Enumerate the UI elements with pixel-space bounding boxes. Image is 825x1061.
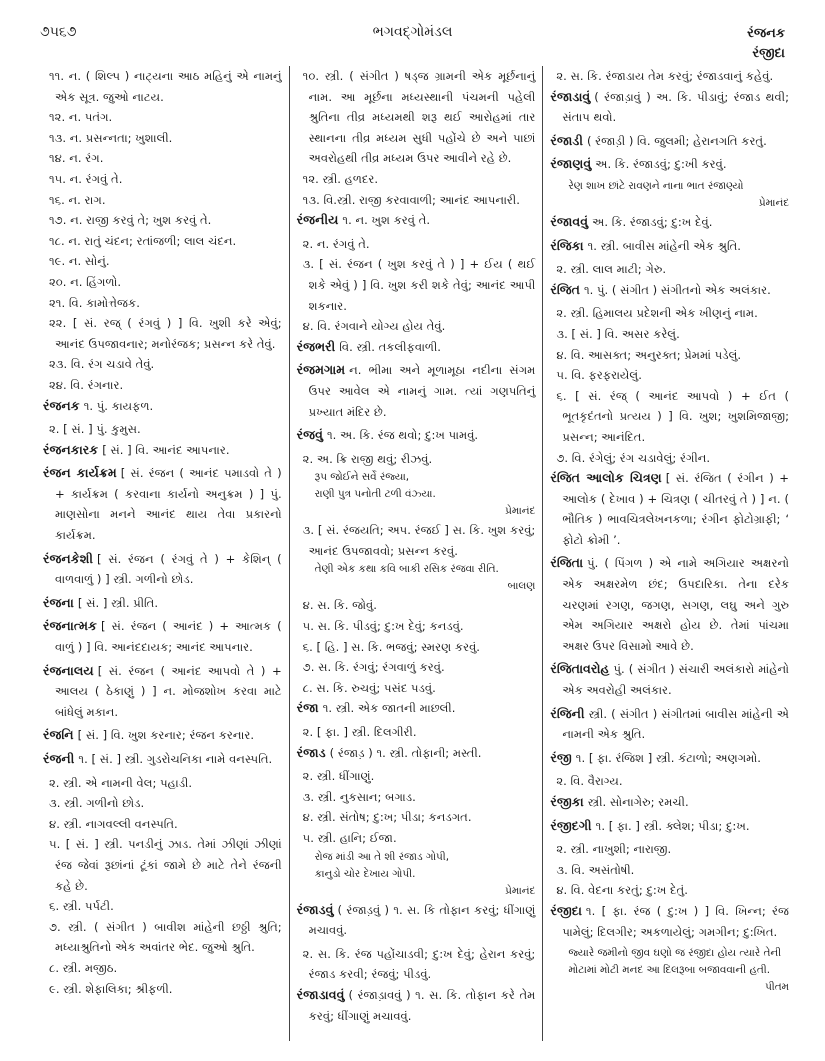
definition-text: ૬. સ્ત્રી. પર્પટી. <box>49 899 114 914</box>
page-number: ૭૫૬૭ <box>40 24 77 40</box>
sense-item <box>550 448 789 469</box>
definition-text: ૨૧. વિ. કામોત્તેજક. <box>49 295 140 310</box>
definition-text: પું. ( પિંગળ ) એ નામે અગિયાર અક્ષરનો એક અક્ષરમેળ છંદ; ઉપદારિકા. તેના દરેક ચરણમાં રગણ, જગણ, સગણ, લઘુ અને ગુરુ એમ અગિયાર અક્ષરો હોય છે. તેમાં પાંચમા અક્ષર ઉપર વિસામો આવે છે. <box>562 556 790 653</box>
dictionary-entry <box>43 661 282 723</box>
definition-text: ૨. સ્ત્રી. ધીંગાણું. <box>302 769 375 784</box>
headword: રંજી <box>550 749 572 765</box>
definition-text: [ સં. ] વિ. આનંદ આપનાર. <box>102 442 230 457</box>
sense-item <box>43 272 282 293</box>
dictionary-columns <box>36 66 796 1041</box>
sense-item <box>297 944 536 985</box>
sense-item <box>297 449 536 470</box>
dictionary-entry <box>43 440 282 461</box>
definition-text: ૨. સ્ત્રી. લાલ માટી; ગેરુ. <box>556 262 667 277</box>
definition-text: ૧૬. ન. રાગ. <box>49 192 106 207</box>
sense-item <box>550 345 789 366</box>
sense-item <box>550 386 789 448</box>
definition-text: ( રંજાડ઼ાવવું ) ૧. સ. કિ. તોફાન કરે તેમ કરવું; ધીંગાણું મચાવવું. <box>308 987 536 1023</box>
definition-text: ૩. સ્ત્રી. ગળીનો છોડ. <box>49 796 145 811</box>
sense-item <box>43 128 282 149</box>
sense-item <box>43 979 282 1000</box>
definition-text: ૭. વિ. રંગેલું; રંગ ચડાવેલું; રંગીન. <box>556 450 711 465</box>
definition-text: ૧૦. સ્ત્રી. ( સંગીત ) ષડ્જ ગ્રામની એક મૂર્છનાનું નામ. આ મૂર્છના મધ્યસ્થાની પંચમની પહેલી શ્રુતિના તીવ્ર મધ્યમથી શરૂ થઈ આરોહમાં તાર સ્થાનના તીવ્ર મધ્યમ સુધી પહોંચે છે અને પાછાં અવરોહથી તીવ્ર મધ્યમ ઉપર આવીને રહે છે. <box>302 69 536 166</box>
definition-text: અ. કિ. રંજાડવું; દુ:ખ દેવું. <box>592 214 713 229</box>
definition-text: ૩. સ્ત્રી. નુકસાન; બગાડ. <box>302 789 416 804</box>
sense-item <box>43 169 282 190</box>
dictionary-entry <box>550 748 789 769</box>
headword: રંજીદા <box>550 902 582 918</box>
definition-text: [ સં. રંજિત ( રંગીન ) + આલોક ( દેખાવ ) + ચિત્રણ ( ચીતરવું તે ) ] ન. ( ભૌતિક ) ભાવચિત્રલેખનકળા; રંગીન ફોટોગ્રાફી; ‘ ફોટો ક્રોમી ’. <box>562 471 790 547</box>
quotation-author: પ્રેમાનંદ <box>505 505 536 518</box>
definition-text: ૨. [ સં. ] પું. કુમુસ. <box>49 422 141 437</box>
quotation-author: બાલણ <box>507 580 536 593</box>
definition-text: [ સં. ] વિ. ખુશ કરનાર; રંજન કરનાર. <box>77 728 255 743</box>
definition-text: ૧. સ્ત્રી. બાવીસ માંહેની એક શ્રુતિ. <box>587 238 741 253</box>
sense-item <box>550 860 789 881</box>
quotation-line: રેણ શાખ છાંટે રાવણને નાના ભાત રંજાણ્યો <box>568 179 744 192</box>
definition-text: ૧૨. ન. પતંગ. <box>49 110 113 125</box>
dictionary-entry <box>297 360 536 422</box>
definition-text: વિ. સ્ત્રી. તકલીફવાળી. <box>339 339 441 354</box>
dictionary-entry <box>43 396 282 417</box>
sense-item <box>297 657 536 678</box>
quotation-line: જ્યારે જમીનો જીવ ઘણો જ રંજીદા હોય ત્યારે તેની મોટામાં મોટી મનદ આ દિલરૂબા બજાવવાની હતી. <box>568 947 782 977</box>
definition-text: ૨. વિ. વૈરાગ્ય. <box>556 774 623 789</box>
definition-text: ૪. સ. કિ. જોવું. <box>302 598 377 613</box>
quotation-author: પ્રેમાનંદ <box>505 884 536 897</box>
headword: રંજીદગી <box>550 817 592 833</box>
definition-text: ૩. [ સં. રંજન ( ખુશ કરવું તે ) ] + ઈય ( થઈ શકે એવું ) ] વિ. ખુશ કરી શકે તેવું; આનંદ આપી શકનાર. <box>302 257 536 313</box>
dictionary-entry <box>297 210 536 231</box>
sense-item <box>297 637 536 658</box>
dictionary-entry <box>43 725 282 746</box>
definition-text: ૩. [ સં. ] વિ. અસર કરેલું. <box>556 326 680 341</box>
definition-text: ૧. [ સં. ] સ્ત્રી. ગુડરોચનિકા નામે વનસ્પતિ. <box>78 752 273 766</box>
definition-text: ૧૭. ન. રાજી કરવું તે; ખુશ કરવું તે. <box>49 213 212 228</box>
guide-word-last: રંજીદા <box>752 46 785 61</box>
definition-text: ૨. ન. રંગવું તે. <box>302 236 370 251</box>
dictionary-entry <box>43 616 282 657</box>
sense-item <box>297 66 536 169</box>
definition-text: ન. ભીમા અને મૂળામૂઠા નદીના સંગમ ઉપર આવેલ એ નામનું ગામ. ત્યાં ગણપતિનું પ્રખ્યાત મંદિર છે. <box>308 363 536 419</box>
headword: રંજાડાવવું <box>296 986 345 1002</box>
dictionary-entry <box>297 425 536 446</box>
dictionary-entry <box>550 704 789 745</box>
dictionary-entry <box>43 549 282 590</box>
definition-text: [ સં. રંજન ( આનંદ ) + આત્મક ( વાળું ) ] વિ. આનંદદાયક; આનંદ આપનાર. <box>55 619 282 655</box>
sense-item <box>43 354 282 375</box>
definition-text: ૨. અ. ક્રિ રાજી થવું; રીઝવું. <box>302 451 433 466</box>
definition-text: ૨. સ્ત્રી. એ નામની વેલ; પહાડી. <box>49 775 193 790</box>
sense-item <box>43 419 282 440</box>
headword: રંજીકા <box>550 794 584 809</box>
definition-text: [ સં. ] સ્ત્રી. પ્રીતિ. <box>77 595 159 610</box>
sense-item <box>43 210 282 231</box>
quotation-line: રોજ માંડી આ તે શી રંજાડ ગોપી, <box>314 850 450 863</box>
quotation-author: પીતમ <box>765 981 790 994</box>
definition-text: ૨. સ. કિ. રંજાડાય તેમ કરવું; રંજાડવાનું કહેવું. <box>556 69 774 83</box>
sense-item <box>43 313 282 354</box>
definition-text: ૮. સ્ત્રી. મજીઠ. <box>49 960 118 975</box>
sense-item <box>297 787 536 808</box>
definition-text: ૪. સ્ત્રી. નાગવલ્લી વનસ્પતિ. <box>49 816 178 831</box>
sense-item <box>297 616 536 637</box>
definition-text: ૭. સ. કિ. રંગવું; રંગવાળું કરવું. <box>302 660 445 675</box>
dictionary-entry <box>550 154 789 175</box>
sense-item <box>43 834 282 896</box>
definition-text: ૨૦. ન. હિંગળો. <box>49 274 122 289</box>
definition-text: ( રંજાડ઼ાવું ) અ. કિ. પીડાવું; રંજાડ થવી; સંતાપ થવો. <box>562 89 790 125</box>
definition-text: સ્ત્રી. સોનાગેરુ; રમચી. <box>587 795 689 809</box>
headword: રંજાણવું <box>550 156 592 172</box>
headword: રંજિત <box>550 281 580 297</box>
dictionary-entry <box>550 280 789 301</box>
definition-text: અ. કિ. રંજાડવું; દુ:ખી કરવું. <box>595 157 727 172</box>
sense-item <box>43 231 282 252</box>
headword: રંજિની <box>550 705 585 721</box>
definition-text: ૧. [ ફા. રંજ ( દુ:ખ ) ] વિ. ખિન્ન; રંજ પામેલું; દિલગીર; અકળાયેલું; ગમગીન; દુ:ખિત. <box>562 903 790 939</box>
headword: રંજિતા <box>550 555 584 571</box>
definition-text: ૧. પું. કાયફળ. <box>83 398 154 413</box>
headword: રંજવું <box>296 427 323 443</box>
definition-text: ૨૪. વિ. રંગનાર. <box>49 377 124 392</box>
definition-text: ૫. [ સં. ] સ્ત્રી. પનડીનું ઝાડ. તેમાં ઝીણાં ઝીણાં રંજ જેવાં રૂછાંનાં ટૂંકાં જામે છે માટે તેને રંજની કહે છે. <box>49 837 282 893</box>
headword: રંજનિ <box>43 727 74 743</box>
sense-item <box>43 66 282 107</box>
headword: રંજા <box>296 700 319 716</box>
headword: રંજિત આલોક ચિત્રણ <box>550 470 662 486</box>
definition-text: સ્ત્રી. ( સંગીત ) સંગીતમાં બાવીસ માંહેની એ નામની એક શ્રુતિ. <box>562 706 790 742</box>
quotation-line: રાણી પુત્ર પનોતી ટળી વંઝ્યા. <box>314 488 436 501</box>
sense-item <box>43 773 282 794</box>
dictionary-entry <box>297 698 536 719</box>
sense-item <box>297 595 536 616</box>
dictionary-entry <box>550 87 789 128</box>
definition-text: ૨. [ ફા. ] સ્ત્રી. દિલગીરી. <box>302 725 417 740</box>
headword: રંજાડી <box>550 132 583 148</box>
definition-text: ૧. ન. ખુશ કરવું તે. <box>342 213 431 228</box>
dictionary-entry <box>550 816 789 837</box>
definition-text: ૧૫. ન. રંગવું તે. <box>49 171 123 186</box>
guide-words <box>747 24 785 64</box>
headword: રંજભરી <box>296 338 336 354</box>
definition-text: [ સં. રંજન ( આનંદ પમાડવો તે ) + કાર્યક્રમ ( કરવાના કાર્યનો અનુક્રમ ) ] પું. માણસોના મનને આનંદ થાય તેવા પ્રકારનો કાર્યક્રમ. <box>55 466 282 543</box>
sense-item <box>43 107 282 128</box>
definition-text: ૧૮. ન. રાતું ચંદન; રતાંજળી; લાલ ચંદન. <box>49 233 237 248</box>
definition-text: ૧. અ. કિ. રંજ થવો; દુ:ખ પામવું. <box>326 428 479 443</box>
sense-item <box>297 722 536 743</box>
sense-item <box>297 169 536 190</box>
dictionary-entry <box>297 985 536 1026</box>
sense-item <box>550 324 789 345</box>
column-2 <box>289 66 543 1041</box>
definition-text: ૨. સ્ત્રી. નાખુશી; નારાજી. <box>556 842 672 857</box>
sense-item <box>297 766 536 787</box>
definition-text: ૩. વિ. અસંતોષી. <box>556 862 635 877</box>
quotation-line: કાનુડો ચોર દેખાય ગોપી. <box>314 867 416 880</box>
sense-item <box>550 365 789 386</box>
definition-text: ૬. [ સં. રંજ્ ( આનંદ આપવો ) + ઈત ( ભૂતકૃદંતનો પ્રત્યય ) ] વિ. ખુશ; ખુશમિજાજી; પ્રસન્ન; આનંદિત. <box>556 388 790 444</box>
headword: રંજાડ <box>296 744 326 760</box>
headword: રંજાડાવું <box>550 88 591 104</box>
dictionary-entry <box>550 468 789 550</box>
dictionary-entry <box>550 901 789 942</box>
definition-text: ૭. સ્ત્રી. ( સંગીત ) બાવીશ માંહેની છઠ્ઠી શ્રુતિ; મધ્યાશ્રુતિનો એક અવાંતર ભેદ. જુઓ શ્રુતિ. <box>49 919 282 955</box>
definition-text: ૧૨. સ્ત્રી. હળદર. <box>302 171 379 186</box>
definition-text: ૫. સ. કિ. પીડવું; દુ:ખ દેવું; કનડવું. <box>302 619 464 634</box>
headword: રંજિકા <box>550 237 584 253</box>
quotation-line: તેણી એક કથા કવિ બાકી રસિક રંજવા રીતિ. <box>314 563 499 576</box>
definition-text: ૧. [ ફા. ] સ્ત્રી. ક્લેશ; પીડા; દુ:ખ. <box>595 818 750 833</box>
headword: રંજનાલય <box>43 662 94 678</box>
sense-item <box>550 839 789 860</box>
definition-text: ૨. સ. કિ. રંજ પહોંચાડવી; દુ:ખ દેવું; હેરાન કરવું; રંજાડ કરવી; રંજવું; પીડવું. <box>302 946 536 982</box>
headword: રંજનાત્મક <box>43 618 97 634</box>
sense-item <box>550 880 789 901</box>
definition-text: ૧૪. ન. રંગ. <box>49 151 104 166</box>
headword: રંજના <box>43 594 74 610</box>
sense-item <box>43 375 282 396</box>
dictionary-entry <box>43 593 282 614</box>
guide-word-first: રંજનક <box>747 26 785 41</box>
sense-item <box>43 917 282 958</box>
definition-text: ૬. [ હિ. ] સ. કિ. ભજવું; સ્મરણ કરવું. <box>302 639 480 654</box>
dictionary-entry <box>43 463 282 545</box>
sense-item <box>43 958 282 979</box>
sense-item <box>550 259 789 280</box>
definition-text: ૯. સ્ત્રી. શેફાલિકા; શ્રીફળી. <box>49 981 173 996</box>
definition-text: પું. ( સંગીત ) સંચારી અલંકારો માંહેનો એક અવરોહી અલંકાર. <box>562 662 790 698</box>
sense-item <box>297 234 536 255</box>
sense-item <box>297 316 536 337</box>
sense-item <box>43 251 282 272</box>
sense-item <box>297 190 536 211</box>
definition-text: ૨૩. વિ. રંગ ચડાવે તેવું. <box>49 357 155 372</box>
definition-text: ૪. સ્ત્રી. સંતોષ; દુ:ખ; પીડા; કનડગત. <box>302 810 472 825</box>
headword: રંજનક <box>43 397 80 413</box>
definition-text: ૧૯. ન. સોનું. <box>49 254 110 269</box>
headword: રંજિતાવરોહ <box>550 661 610 677</box>
headword: રંજાવવું <box>550 213 589 229</box>
headword: રંજાડવું <box>296 901 334 917</box>
definition-text: ૩. [ સં. રંજયતિ; અપ. રંજઈ ] સ. કિ. ખુશ કરવું; આનંદ ઉપજાવવો; પ્રસન્ન કરવું. <box>302 523 536 558</box>
definition-text: ૨૨. [ સં. રજ્ ( રંગવું ) ] વિ. ખુશી કરે એવું; આનંદ ઉપજાવનાર; મનોરંજક; પ્રસન્ન કરે તેવું. <box>49 316 282 351</box>
dictionary-entry <box>550 659 789 700</box>
dictionary-entry <box>550 212 789 233</box>
dictionary-entry <box>550 236 789 257</box>
sense-item <box>297 678 536 699</box>
definition-text: ૧. [ ફા. રંજિશ ] સ્ત્રી. કંટાળો; અણગમો. <box>575 750 761 765</box>
quotation-line: રૂપ જોઈને સર્વે રંજ્યા, <box>314 471 410 484</box>
headword: રંજની <box>43 751 75 766</box>
dictionary-entry <box>297 337 536 358</box>
definition-text: ૪. વિ. રંગવાને યોગ્ય હોય તેવું. <box>302 319 446 334</box>
definition-text: ( રંજાડ઼ ) ૧. સ્ત્રી. તોફાની; મસ્તી. <box>329 745 482 760</box>
definition-text: ૧. પું. ( સંગીત ) સંગીતનો એક અલંકાર. <box>583 282 771 297</box>
sense-item <box>297 807 536 828</box>
sense-item <box>43 793 282 814</box>
definition-text: [ સં. રંજન ( આનંદ આપવો તે ) + આલય ( ઠેકાણું ) ] ન. મોજશોખ કરવા માટે બાંધેલું મકાન. <box>55 663 282 719</box>
dictionary-entry <box>43 749 282 770</box>
sense-item <box>550 771 789 792</box>
sense-item <box>43 293 282 314</box>
definition-text: ( રંજાડ઼ી ) વિ. જુલમી; હેરાનગતિ કરતું. <box>586 133 767 148</box>
definition-text: ૫. વિ. ફરફરાયેલું. <box>556 368 642 383</box>
headword: રંજન કાર્યક્રમ <box>43 465 117 481</box>
definition-text: ૧. સ્ત્રી. એક જાતની માછલી. <box>322 701 456 716</box>
definition-text: ૧૩. ન. પ્રસન્નતા; ખુશાલી. <box>49 130 173 145</box>
column-3 <box>542 66 796 1041</box>
sense-item <box>297 828 536 849</box>
sense-item <box>43 148 282 169</box>
sense-item <box>297 254 536 316</box>
running-title: ભગવદ્ગોમંડલ <box>372 24 453 40</box>
headword: રંજનકારક <box>43 441 99 457</box>
sense-item <box>43 814 282 835</box>
dictionary-entry <box>297 743 536 764</box>
definition-text: ૪. વિ. વેદના કરતું; દુ:ખ દેતું. <box>556 883 688 898</box>
dictionary-entry <box>550 792 789 813</box>
definition-text: ૮. સ. કિ. રુચવું; પસંદ પડવું. <box>302 680 436 695</box>
dictionary-entry <box>550 131 789 152</box>
sense-item <box>43 896 282 917</box>
dictionary-entry <box>297 900 536 941</box>
definition-text: ૫. સ્ત્રી. હાનિ; ઈજા. <box>302 831 397 845</box>
definition-text: ૧૩. વિ.સ્ત્રી. રાજી કરવાવાળી; આનંદ આપનારી. <box>302 192 520 207</box>
dictionary-entry <box>550 553 789 656</box>
headword: રંજમગામ <box>296 362 346 378</box>
sense-item <box>550 303 789 324</box>
headword: રંજનકેશી <box>43 550 94 566</box>
sense-item <box>43 190 282 211</box>
column-1 <box>36 66 289 1041</box>
sense-item <box>297 520 536 561</box>
definition-text: ૧૧. ન. ( શિલ્પ ) નાટ્યના આઠ મહિનું એ નામનું એક સૂત્ર. જુઓ નાટય. <box>49 69 282 104</box>
sense-item <box>550 66 789 87</box>
headword: રંજનીય <box>296 212 339 228</box>
quotation-author: પ્રેમાનંદ <box>758 196 790 209</box>
definition-text: [ સં. રંજન ( રંગવું તે ) + કેશિન્ ( વાળવાળું ) ] સ્ત્રી. ગળીનો છોડ. <box>55 551 282 587</box>
definition-text: ૨. સ્ત્રી. હિમાલય પ્રદેશની એક ખીણનું નામ. <box>556 306 758 321</box>
definition-text: ૪. વિ. આસક્ત; અનુરક્ત; પ્રેમમાં પડેલું. <box>556 347 742 362</box>
definition-text: ( રંજાડ઼વું ) ૧. સ. કિ તોફાન કરવું; ધીંગાણું મચાવવું. <box>308 902 536 938</box>
